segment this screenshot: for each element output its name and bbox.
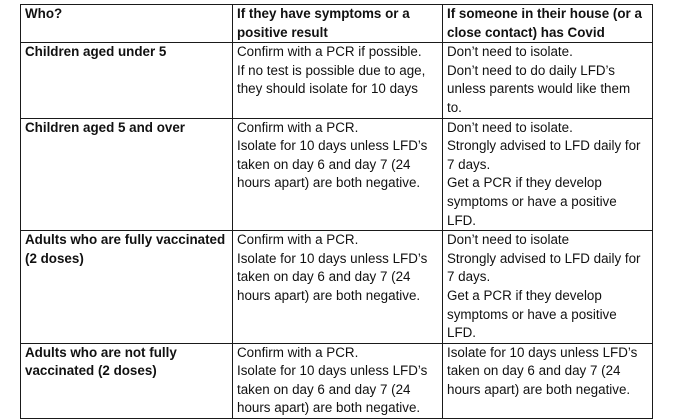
cell-line: Isolate for 10 days unless LFD’s taken on day 6 and day 7 (24 hours apart) are both negative.	[447, 344, 638, 397]
cell-line: Don’t need to isolate.	[447, 44, 573, 60]
cell-line: Confirm with a PCR.	[237, 119, 359, 135]
cell-line: Get a PCR if they develop symptoms or have a positive LFD.	[447, 175, 617, 228]
row-contact	[443, 118, 653, 231]
header-symptoms: If they have symptoms or a positive result	[233, 5, 443, 43]
cell-line: If no test is possible due to age, they should isolate for 10 days	[237, 62, 426, 97]
cell-line: Strongly advised to LFD daily for 7 days.	[447, 138, 641, 172]
header-contact: If someone in their house (or a close contact) has Covid	[443, 5, 653, 43]
cell-line: Isolate for 10 days unless LFD’s taken on day 6 and day 7 (24 hours apart) are both negative.	[237, 138, 428, 191]
row-who: Children aged under 5	[21, 43, 233, 118]
cell-line: Don’t need to do daily LFD’s unless parents would like them to.	[447, 62, 631, 115]
row-symptoms	[233, 343, 443, 418]
row-who: Adults who are fully vaccinated (2 doses)	[21, 231, 233, 344]
header-who: Who?	[21, 5, 233, 43]
table-row	[21, 343, 653, 418]
cell-line: Isolate for 10 days unless LFD’s taken on day 6 and day 7 (24 hours apart) are both negative.	[237, 363, 428, 416]
row-symptoms	[233, 43, 443, 118]
table-row	[21, 43, 653, 118]
row-who: Children aged 5 and over	[21, 118, 233, 231]
cell-line: Don’t need to isolate	[447, 232, 570, 248]
cell-line: Isolate for 10 days unless LFD’s taken on day 6 and day 7 (24 hours apart) are both negative.	[237, 250, 428, 303]
row-symptoms	[233, 118, 443, 231]
table-header-row	[21, 5, 653, 43]
cell-line: Get a PCR if they develop symptoms or have a positive LFD.	[447, 287, 617, 341]
row-contact	[443, 43, 653, 118]
cell-line: Confirm with a PCR.	[237, 344, 359, 360]
table-row	[21, 231, 653, 344]
cell-line: Confirm with a PCR.	[237, 232, 359, 248]
row-symptoms	[233, 231, 443, 344]
row-contact	[443, 343, 653, 418]
covid-guidance-table	[20, 4, 653, 419]
table-row	[21, 118, 653, 231]
row-contact	[443, 231, 653, 344]
row-who: Adults who are not fully vaccinated (2 doses)	[21, 343, 233, 418]
cell-line: Strongly advised to LFD daily for 7 days.	[447, 250, 641, 285]
cell-line: Don’t need to isolate.	[447, 119, 573, 135]
cell-line: Confirm with a PCR if possible.	[237, 44, 422, 60]
